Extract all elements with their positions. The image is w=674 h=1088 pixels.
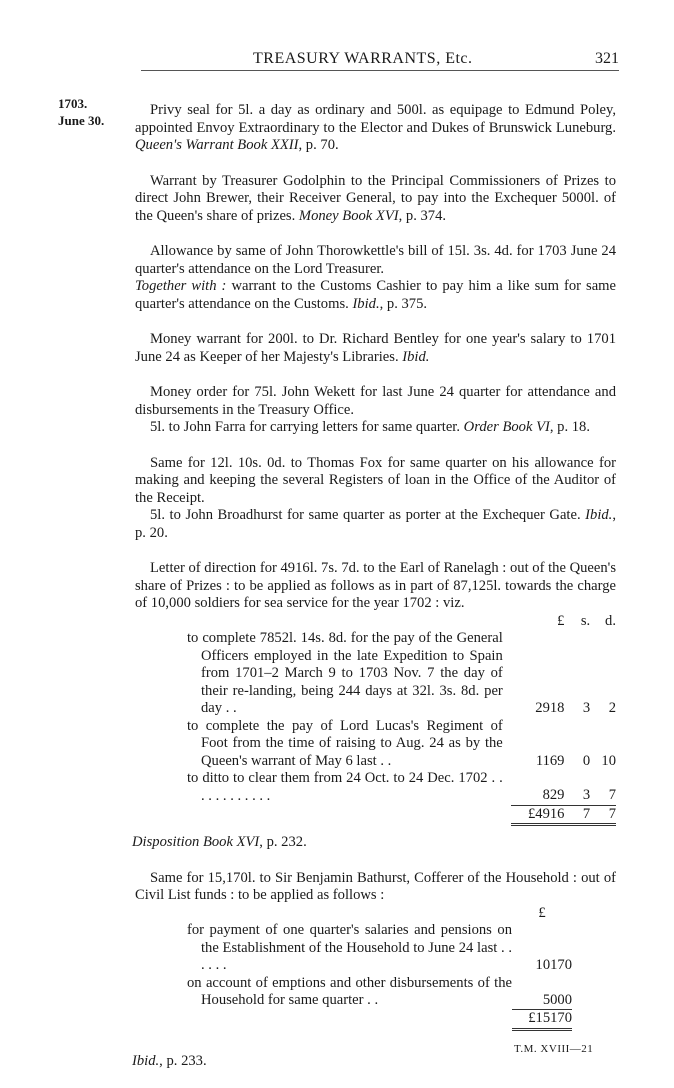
entry-ranelagh: Letter of direction for 4916l. 7s. 7d. to the Earl of Ranelagh : out of the Queen's share of Prizes : to be applied as follows as in part of 87,125l. towards the charge of 10,000 soldiers for sea service for the year 1702 : viz. £ s. d. to complete 7852l. 14s. 8d. for the pay of the General Officers employed in the late Expedition to Spain from 1701–2 March 9 to 1703 Nov. 7 the day of their re-landing, being 244 days at 32l. 3s. 8d. per day . . 2918 3 2 to complete the pay of Lord Lucas's Regiment of Foot from the time of raising to Aug. 24 as by the Queen's warrant of May 6 last . . 1169 0 10 to ditto to clear them from 24 Oct. to 24 Dec. 1702 . . . . . . . . . . . . 829 3 7 £4916 7 7 bbox=[135, 560, 616, 826]
entry-bentley: Money warrant for 200l. to Dr. Richard Bentley for one year's salary to 1701 June 24 as Keeper of her Majesty's Libraries. Ibid. bbox=[135, 331, 616, 365]
column-header-pence: d. bbox=[605, 612, 616, 629]
column-header-shillings: s. bbox=[580, 612, 591, 629]
entry-reference: Ibid. bbox=[352, 295, 380, 312]
entry-poley: Privy seal for 5l. a day as ordinary and 500l. as equipage to Edmund Poley, appointed Envoy Extraordinary to the Elector and Dukes of Brunswick Luneburg. Queen's Warrant Book XXII, p. 70. bbox=[135, 102, 616, 153]
table-total-row: £4916 7 7 bbox=[187, 805, 616, 825]
margin-year: 1703. bbox=[58, 96, 88, 111]
entry-reference: Ibid., p. 233. bbox=[132, 1052, 207, 1069]
margin-date: June 30. bbox=[58, 113, 105, 128]
signature-mark: T.M. XVIII—21 bbox=[514, 1043, 594, 1055]
entry-fox: Same for 12l. 10s. 0d. to Thomas Fox for same quarter on his allowance for making and keeping the several Registers of loan in the Office of the Auditor of the Receipt. 5l. to John Broadhurst for same quarter as porter at the Exchequer Gate. Ibid., p. 20. bbox=[135, 454, 616, 541]
table-row: to complete the pay of Lord Lucas's Regiment of Foot from the time of raising to Aug. 24 as by the Queen's warrant of May 6 last . . 1169 0 10 bbox=[187, 717, 616, 769]
table-row: to ditto to clear them from 24 Oct. to 24 Dec. 1702 . . . . . . . . . . . . 829 3 7 bbox=[187, 770, 616, 804]
entry-reference: Order Book VI bbox=[463, 419, 550, 435]
column-header-pounds: £ bbox=[557, 612, 565, 629]
entry-reference: Disposition Book XVI, p. 232. bbox=[132, 834, 307, 850]
table-row: on account of emptions and other disbursements of the Household for same quarter . . 5000 bbox=[187, 974, 572, 1008]
table-row: for payment of one quarter's salaries and pensions on the Establishment of the Household to June 24 last . . . . . . 10170 bbox=[187, 922, 572, 973]
entry-bathurst: Same for 15,170l. to Sir Benjamin Bathurst, Cofferer of the Household : out of Civil List funds : to be applied as follows : £ for payment of one quarter's salaries and pensions on the Establishment of the Household to June 24 last . . . . . . 10170 on account of emptions and other disbursements of the Household for same quarter . . 5000 £15170 bbox=[135, 870, 616, 1031]
page-number: 321 bbox=[595, 50, 619, 67]
entry-reference: Queen's Warrant Book XXII bbox=[135, 137, 299, 153]
header-rule bbox=[141, 70, 619, 71]
entry-reference: Money Book XVI bbox=[298, 207, 399, 224]
entry-thorowkettle: Allowance by same of John Thorowkettle's bill of 15l. 3s. 4d. for 1703 June 24 quarter's attendance on the Lord Treasurer. Together with : warrant to the Customs Cashier to pay him a like sum for same quarter's attendance on the Customs. Ibid., p. 375. bbox=[135, 243, 617, 312]
table-header-row bbox=[187, 613, 616, 631]
entry-reference: Ibid. bbox=[402, 348, 430, 365]
table-total-row: £15170 bbox=[187, 1010, 616, 1030]
entry-godolphin: Warrant by Treasurer Godolphin to the Principal Commissioners of Prizes to direct John Brewer, their Receiver General, to pay into the Exchequer 5000l. of the Queen's share of prizes. Money Book XVI, p. 374. bbox=[135, 172, 616, 224]
ranelagh-account-table bbox=[187, 613, 616, 827]
column-header-pounds: £ bbox=[538, 904, 546, 921]
page-title: TREASURY WARRANTS, Etc. bbox=[253, 50, 473, 67]
entry-reference: Ibid. bbox=[585, 507, 613, 523]
document-body bbox=[132, 102, 617, 1088]
entry-wekett: Money order for 75l. John Wekett for last June 24 quarter for attendance and disbursements in the Treasury Office. 5l. to John Farra for carrying letters for same quarter. Order Book VI, p. 18. bbox=[135, 384, 616, 435]
table-header-row bbox=[187, 905, 616, 923]
table-row: to complete 7852l. 14s. 8d. for the pay of the General Officers employed in the late Expedition to Spain from 1701–2 March 9 to 1703 Nov. 7 the day of their re-landing, being 244 days at 32l. 3s. 8d. per day . . 2918 3 2 bbox=[187, 630, 616, 716]
bathurst-account-table bbox=[187, 905, 616, 1031]
